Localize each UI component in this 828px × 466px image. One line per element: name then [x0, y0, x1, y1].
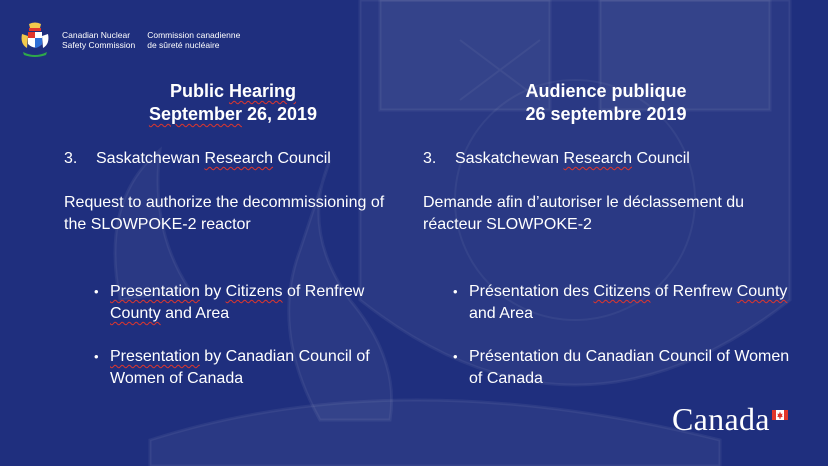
heading-fr-line2: 26 septembre 2019	[525, 104, 687, 124]
heading-fr-line1: Audience publique	[525, 81, 687, 101]
coat-of-arms-icon	[20, 22, 50, 58]
spellcheck-word: Research	[563, 150, 632, 167]
spellcheck-word: Hearing	[228, 81, 297, 101]
org-name-fr-line1: Commission canadienne	[147, 30, 241, 40]
organization-name-fr	[147, 30, 240, 50]
canada-wordmark-text: Canada	[672, 401, 770, 437]
bullet-en-1	[94, 281, 409, 325]
bullet-text-en-1: Presentation by Citizens of Renfrew County and Area	[110, 283, 365, 322]
heading-en	[103, 80, 363, 126]
bullet-icon: •	[94, 349, 99, 364]
bullet-fr-2	[453, 346, 803, 390]
agenda-item-en	[64, 148, 331, 170]
spellcheck-word: County	[736, 283, 788, 300]
heading-en-line2: September 26, 2019	[148, 104, 318, 124]
item-title-fr: Saskatchewan Research Council	[455, 150, 690, 167]
spellcheck-word: Citizens	[225, 283, 283, 300]
org-name-en-line2: Safety Commission	[62, 40, 136, 50]
spellcheck-word: Research	[204, 150, 273, 167]
bullet-text-en-2: Presentation by Canadian Council of Women of Canada	[110, 348, 370, 387]
request-text-en: Request to authorize the decommissioning of the SLOWPOKE-2 reactor	[64, 194, 385, 233]
spellcheck-word: September	[148, 104, 242, 124]
request-text-fr: Demande afin d’autoriser le déclassement du réacteur SLOWPOKE-2	[423, 194, 745, 233]
heading-en-line1: Public Hearing	[169, 81, 297, 101]
org-name-fr-line2: de sûreté nucléaire	[147, 40, 220, 50]
bullet-text-fr-1: Présentation des Citizens of Renfrew County and Area	[469, 283, 788, 322]
bullet-fr-1	[453, 281, 803, 325]
bullet-text-fr-2: Présentation du Canadian Council of Women of Canada	[469, 348, 790, 387]
organization-logo	[20, 22, 240, 58]
heading-fr	[476, 80, 736, 126]
bullet-icon: •	[94, 284, 99, 299]
spellcheck-word: Citizens	[593, 283, 651, 300]
spellcheck-word: Presentation	[110, 348, 200, 365]
bullet-icon: •	[453, 284, 458, 299]
spellcheck-word: Presentation	[110, 283, 200, 300]
org-name-en-line1: Canadian Nuclear	[62, 30, 131, 40]
item-number-en: 3.	[64, 150, 78, 167]
canada-wordmark	[672, 402, 788, 436]
organization-name-en	[62, 30, 135, 50]
spellcheck-word: County	[110, 305, 161, 322]
bullet-icon: •	[453, 349, 458, 364]
agenda-item-fr	[423, 148, 690, 170]
canada-flag-icon	[772, 410, 788, 420]
item-title-en: Saskatchewan Research Council	[96, 150, 331, 167]
bullet-en-2	[94, 346, 409, 390]
item-number-fr: 3.	[423, 150, 437, 167]
